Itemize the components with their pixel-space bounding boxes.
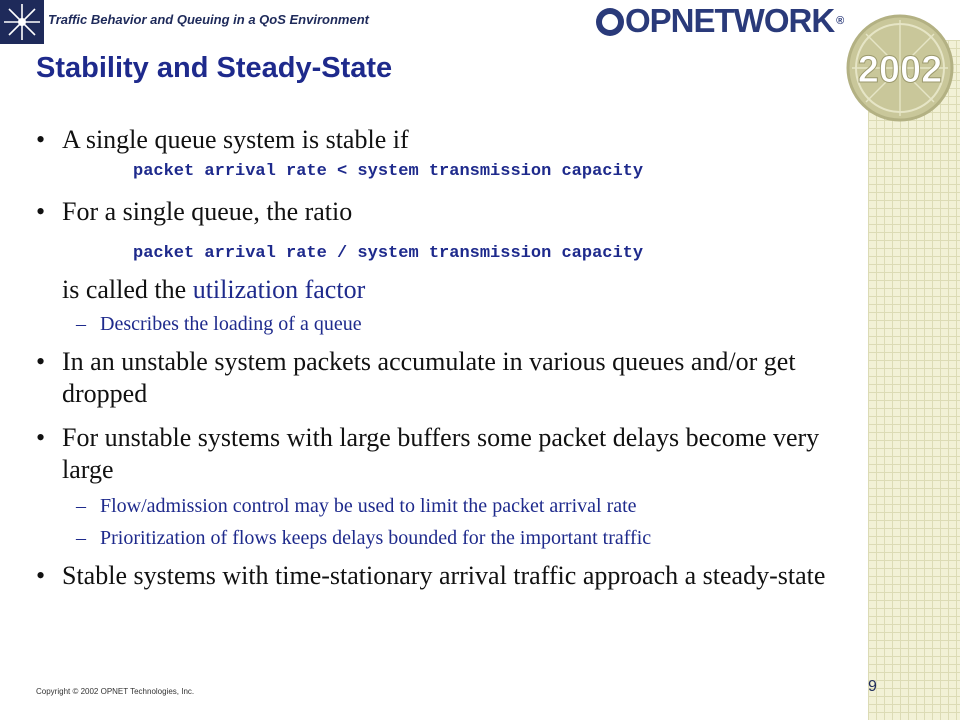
utilization-factor-term: utilization factor — [192, 275, 366, 304]
sub-bullet-prioritization — [36, 524, 856, 552]
sub-bullet-loading — [36, 310, 856, 338]
bullet-icon: • — [36, 423, 46, 452]
bullet-icon: • — [36, 125, 46, 154]
continuation-text: is called the — [62, 275, 193, 304]
bullet-text: For a single queue, the ratio — [62, 197, 353, 226]
bullet-stability — [36, 124, 856, 156]
starburst-logo-icon — [0, 0, 44, 44]
bullet-icon: • — [36, 347, 46, 376]
bullet-text: Stable systems with time-stationary arrival traffic approach a steady-state — [62, 561, 826, 590]
bullet-ratio — [36, 196, 856, 228]
deck-title: Traffic Behavior and Queuing in a QoS Environment — [48, 12, 369, 27]
slide-body — [36, 124, 856, 592]
sub-bullet-text: Prioritization of flows keeps delays bounded for the important traffic — [100, 527, 652, 549]
dash-icon: – — [76, 527, 86, 549]
brand-text: OPNETWORK — [625, 2, 835, 39]
sub-bullet-flow-control — [36, 492, 856, 520]
page-number: 9 — [868, 678, 877, 695]
bullet-continuation — [36, 274, 856, 306]
bullet-unstable — [36, 346, 856, 410]
decorative-grid-panel — [868, 40, 960, 720]
opnet-circle-icon — [596, 8, 624, 36]
bullet-text: A single queue system is stable if — [62, 125, 409, 154]
bullet-text: In an unstable system packets accumulate in various queues and/or get dropped — [62, 347, 796, 408]
ratio-formula: packet arrival rate / system transmission capacity — [133, 244, 644, 263]
bullet-icon: • — [36, 197, 46, 226]
sub-bullet-text: Flow/admission control may be used to limit the packet arrival rate — [100, 495, 637, 517]
dash-icon: – — [76, 313, 86, 335]
badge-year: 2002 — [857, 49, 943, 91]
bullet-text: For unstable systems with large buffers some packet delays become very large — [62, 423, 820, 484]
opnetwork-logo: OPNETWORK ® — [596, 3, 843, 39]
bullet-large-buffers — [36, 422, 856, 486]
dash-icon: – — [76, 495, 86, 517]
bullet-icon: • — [36, 561, 46, 590]
sub-bullet-text: Describes the loading of a queue — [100, 313, 362, 335]
copyright-notice: Copyright © 2002 OPNET Technologies, Inc. — [36, 687, 195, 696]
year-badge-icon — [836, 10, 956, 130]
slide-title: Stability and Steady-State — [36, 52, 393, 84]
stability-condition: packet arrival rate < system transmission capacity — [133, 162, 644, 181]
bullet-stable-systems — [36, 560, 856, 592]
